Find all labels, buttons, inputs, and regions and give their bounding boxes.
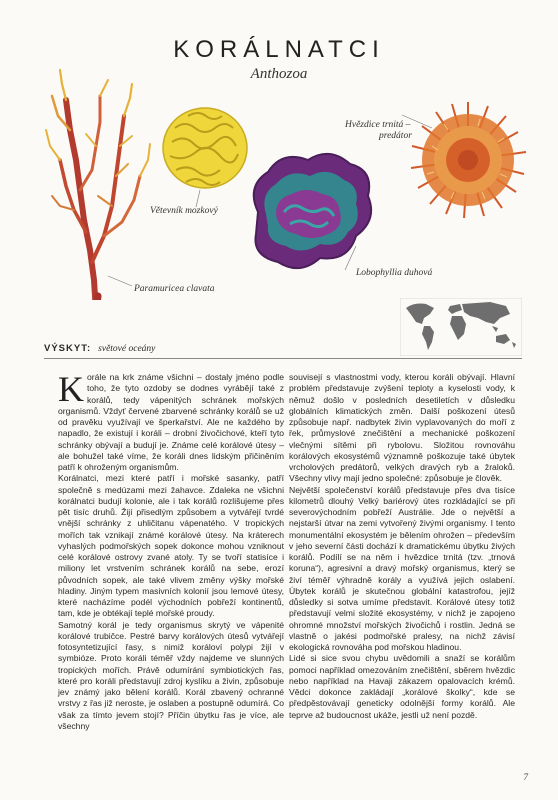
paragraph: Lidé si sice svou chybu uvědomili a snaží se korálům pomoci například omezováním znečištění, sběrem hvězdic nebo například na Havaji zákazem opalovacích krémů. Vědci dokonce zakládají „korálové školky“, kde se předpěstovávají geneticky odolnější formy korálů. Ale teprve až budoucnost ukáže, jestli už není pozdě. xyxy=(289,653,515,720)
brain-coral-illustration xyxy=(163,108,247,188)
starfish-illustration xyxy=(411,102,526,218)
caption-paramuricea: Paramuricea clavata xyxy=(134,284,215,294)
caption-lobophyllia: Lobophyllia duhová xyxy=(356,268,433,278)
occurrence-label: VÝSKYT: xyxy=(44,343,92,354)
coral-illustrations xyxy=(0,0,558,300)
caption-hvezdice-line2: predátor xyxy=(379,131,412,141)
paramuricea-leader-line xyxy=(108,276,132,286)
paragraph: souvisejí s vlastnostmi vody, kterou koráli obývají. Hlavní problém představuje zvýšení teploty a kyselosti vody, k němuž došlo v posledních desetiletích v důsledku globálních klimatických změn. Další poškození útesů způsobuje např. nadbytek živin vyplavovaných do moří z řek, průmyslové znečištění a mechanické poškození vlečnými sítěmi při rybolovu. Složitou rovnováhu korálových ekosystémů významně poškozuje také úbytek vrcholových predátorů, velkých dravých ryb a žraloků. Všechny vlivy mají jedno společné: způsobuje je člověk. xyxy=(289,372,515,484)
section-divider xyxy=(44,358,522,359)
paramuricea-illustration xyxy=(46,70,150,300)
paragraph: Největší společenství korálů představuje přes dva tisíce kilometrů dlouhý Velký bariérový útes rozkládající se při severovýchodním pobřeží Austrálie. Jde o největší a nejstarší útvar na zemi vytvořený živými organismy. I tento monumentální ekosystém je bělením ohrožen – především v jeho severní části dochází k dramatickému úbytku živých korálů. Podílí se na něm i hvězdice trnitá (tzv. „trnová koruna“), agresivní a dravý mořský organismus, který se živí téměř výhradně korály a využívá jejich oslabení. Úbytek korálů je skutečnou globální katastrofou, jejíž důsledky si sotva umíme představit. Korálové útesy totiž představují velmi složité ekosystémy, v nichž je zapojeno ohromné množství mořských živočichů i rostlin. Jedná se vlastně o jakési podmořské pralesy, na nichž závisí ekologická rovnováha pod mořskou hladinou. xyxy=(289,484,515,652)
drop-cap: K xyxy=(58,369,84,409)
body-column-left xyxy=(58,369,284,732)
world-map-icon xyxy=(400,298,522,356)
page-subtitle: Anthozoa xyxy=(250,66,308,82)
paragraph: Samotný korál je tedy organismus skrytý ve vápenité korálové trubičce. Pestré barvy korálových útesů vytvářejí fotosyntetizující řasy, s nimiž koráloví polypi žijí v symbióze. Proto koráli téměř vždy najdeme ve slunných tropických mořích. Právě odumírání symbiotických řas, které pro koráli představují zdroj kyslíku a živin, způsobuje jev známý jako bělení korálů. Korál zbavený ochranné vrstvy z řas již neroste, je oslaben a postupně odumírá. Co však za tímto jevem stojí? Příčin úbytku řas je více, ale všechny xyxy=(58,619,284,731)
caption-hvezdice-line1: Hvězdice trnitá – xyxy=(345,120,411,130)
page-title: KORÁLNATCI xyxy=(173,36,385,63)
occurrence-value: světové oceány xyxy=(98,344,156,354)
occurrence-line xyxy=(44,343,155,354)
brain-coral-leader-line xyxy=(196,190,200,207)
paragraph xyxy=(58,369,284,473)
paragraph: Korálnatci, mezi které patří i mořské sasanky, patří společně s medúzami mezi žahavce. Zdaleka ne všichni korálnatci budují kolonie, ale i tak korálů rozlišujeme přes pět tisíc druhů. Žijí přisedlým způsobem a vytvářejí tvrdé vnější schránky z uhličitanu vápenatého. V tropických mořích tak vznikají známé korálové útesy. Na kráterech vyhaslých podmořských sopek dokonce mohou vzniknout celé korálové ostrovy zvané atoly. Ty se tvoří statisíce i miliony let vrstvením schránek korálů na sebe, erozí původních sopek, ale také vlivem změny výšky mořské hladiny. Jiným typem masivních kolonií jsou lemové útesy, které nacházíme podél východních pobřeží kontinentů, tam, kde je obtékají teplé mořské proudy. xyxy=(58,473,284,619)
paragraph-text: orále na krk známe všichni – dostaly jméno podle toho, že tyto ozdoby se dodnes vyrábějí také z korálů, tedy vápenitých schránek mořských organismů. Vždyť červené zbarvené schránky korálů se už od pravěku využívají ve šperkařství. Ale ne každého by napadlo, že existují i koráli – drobní živočichové, kteří tyto schránky obývají a budují je. Známe celé korálové útesy – ale bohužel také víme, že koráli dnes lidským přičiněním patří k ohroženým organismům. xyxy=(58,372,284,472)
caption-hvezdice xyxy=(345,120,412,142)
caption-vetevnik: Větevník mozkový xyxy=(150,206,218,216)
body-column-right xyxy=(289,372,515,721)
page-number: 7 xyxy=(523,772,528,782)
